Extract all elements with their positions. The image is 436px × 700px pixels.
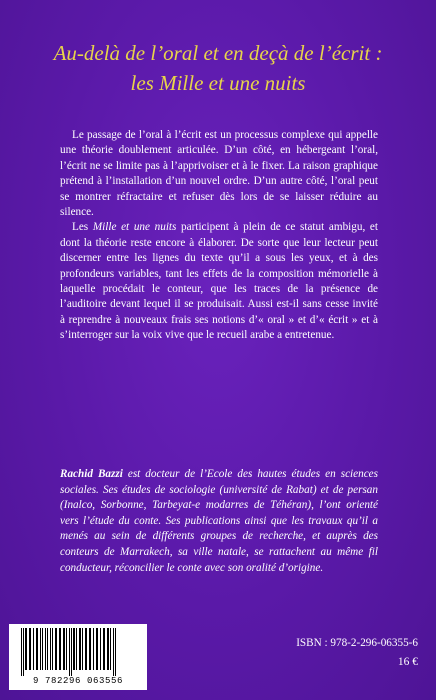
barcode-bar [85, 628, 87, 670]
title-line-1: Au-delà de l’oral et en deçà de l’écrit : [53, 41, 383, 65]
barcode-bar [25, 628, 27, 670]
barcode-bar [103, 628, 105, 670]
author-bio [60, 467, 378, 576]
barcode-bar [55, 628, 57, 670]
barcode-bar [29, 628, 31, 670]
summary-paragraph-2-lead: Les [72, 221, 93, 234]
barcode-bar [36, 628, 38, 670]
barcode-bar [76, 628, 77, 670]
author-name: Rachid Bazzi [60, 468, 123, 480]
summary-paragraph-2 [60, 220, 378, 343]
barcode-bar [71, 628, 72, 676]
isbn: ISBN : 978-2-296-06355-6 [296, 637, 418, 649]
barcode-bar [21, 628, 22, 676]
summary-book-title: Mille et une nuits [92, 221, 177, 234]
title-line-2: les Mille et une nuits [130, 71, 306, 95]
barcode-bar [45, 628, 46, 670]
barcode-bar [59, 628, 61, 670]
barcode-bar [63, 628, 65, 670]
barcode-bars [19, 628, 137, 676]
barcode-bar [52, 628, 53, 670]
barcode [9, 624, 147, 690]
barcode-bar [40, 628, 41, 670]
barcode-bar [100, 628, 101, 670]
barcode-bar [47, 628, 48, 670]
author-bio-text: est docteur de l’Ecole des hautes études en sciences sociales. Ses études de sociologie (université de Rabat) et de persan (Inalco, Sorbonne, Tarbeyat-e modarres de Téhéran), l’ont orienté vers l’étude du conte. Ses publications ainsi que les travaux qu’il a menés au sein de différents groupes de recherche, et auprès des conteurs de Marrakech, sa ville natale, se rattachent au même fil conducteur, réconcilier le conte avec son oralité d’origine. [60, 468, 378, 574]
barcode-bar [107, 628, 109, 670]
book-title [20, 38, 416, 98]
barcode-bar [113, 628, 114, 676]
price: 16 € [397, 656, 418, 668]
barcode-bar [96, 628, 98, 670]
barcode-digits: 9 782296 063556 [32, 676, 123, 686]
barcode-bar [93, 628, 94, 670]
barcode-bar [82, 628, 83, 670]
barcode-bar [79, 628, 81, 670]
barcode-bar [69, 628, 70, 676]
barcode-bar [23, 628, 24, 676]
barcode-bar [66, 628, 67, 670]
barcode-bar [73, 628, 75, 670]
barcode-bar [110, 628, 111, 670]
barcode-bar [50, 628, 51, 670]
summary-text [60, 128, 378, 344]
barcode-bar [89, 628, 91, 670]
summary-paragraph-1: Le passage de l’oral à l’écrit est un processus complexe qui appelle une théorie doublement articulée. D’un côté, en hébergeant l’oral, l’écrit ne se limite pas à l’apprivoiser et à le fixer. La raison graphique prétend à l’installation d’un nouvel ordre. D’un autre côté, l’oral peut se montrer réfractaire et refuser dès lors de se laisser réduire au silence. [60, 129, 378, 219]
barcode-bar [33, 628, 34, 670]
summary-paragraph-2-rest: participent à plein de ce statut ambigu, et dont la théorie reste encore à élaborer. De sorte que leur lecteur peut discerner entre les lignes du texte qu’il a sous les yeux, et à des profondeurs variables, tant les effets de la composition mémorielle à laquelle procédait le conteur, que les traces de la présence de l’auditoire devant lequel il se produisait. Aussi est-il sans cesse invité à reprendre à nouveaux frais ses notions d’« oral » et d’« écrit » et à s’interroger sur la voix vive que le recueil arabe a entretenue. [60, 221, 378, 342]
barcode-bar [42, 628, 43, 670]
barcode-bar [115, 628, 116, 676]
